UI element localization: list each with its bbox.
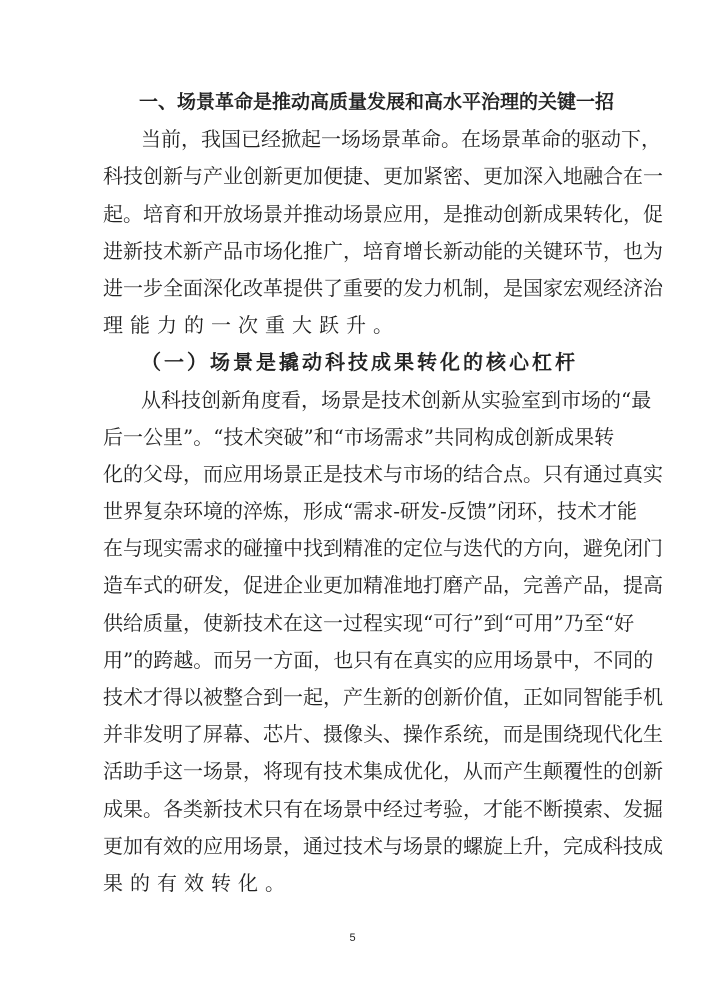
paragraph-line: 技术才得以被整合到一起，产生新的创新价值，正如同智能手机	[103, 685, 663, 709]
paragraph-line: 后一公里”。“技术突破”和“市场需求”共同构成创新成果转	[103, 424, 615, 449]
paragraph-line: 用”的跨越。而另一方面，也只有在真实的应用场景中，不同的	[103, 647, 654, 672]
page-number: 5	[349, 932, 356, 944]
paragraph-line: 果的有效转化。	[103, 870, 292, 895]
paragraph-line: 供给质量，使新技术在这一过程实现“可行”到“可用”乃至“好	[103, 610, 635, 635]
paragraph-line: 成果。各类新技术只有在场景中经过考验，才能不断摸索、发掘	[103, 796, 663, 821]
paragraph-line: 科技创新与产业创新更加便捷、更加紧密、更加深入地融合在一	[103, 164, 663, 189]
document-body	[103, 84, 663, 902]
paragraph-line: 世界复杂环境的淬炼，形成“需求-研发-反馈”闭环，技术才能	[103, 499, 637, 524]
paragraph-line: 并非发明了屏幕、芯片、摄像头、操作系统，而是围绕现代化生	[103, 722, 663, 747]
paragraph-line: 当前，我国已经掀起一场场景革命。在场景革命的驱动下，	[141, 127, 661, 152]
paragraph-line: 理能力的一次重大跃升。	[103, 313, 400, 338]
paragraph-line: 从科技创新角度看，场景是技术创新从实验室到市场的“最	[141, 387, 652, 412]
subsection-heading: （一）场景是撬动科技成果转化的核心杠杆	[141, 350, 578, 375]
paragraph-line: 进一步全面深化改革提供了重要的发力机制，是国家宏观经济治	[103, 275, 663, 300]
paragraph-line: 化的父母，而应用场景正是技术与市场的结合点。只有通过真实	[103, 461, 663, 486]
paragraph-line: 活助手这一场景，将现有技术集成优化，从而产生颠覆性的创新	[103, 759, 663, 784]
paragraph-line: 更加有效的应用场景，通过技术与场景的螺旋上升，完成科技成	[103, 833, 663, 858]
section-heading: 一、场景革命是推动高质量发展和高水平治理的关键一招	[139, 91, 615, 113]
paragraph-line: 造车式的研发，促进企业更加精准地打磨产品，完善产品，提高	[103, 573, 663, 598]
paragraph-line: 在与现实需求的碰撞中找到精准的定位与迭代的方向，避免闭门	[103, 536, 663, 561]
paragraph-line: 起。培育和开放场景并推动场景应用，是推动创新成果转化，促	[103, 201, 663, 226]
paragraph-line: 进新技术新产品市场化推广，培育增长新动能的关键环节，也为	[103, 238, 663, 263]
